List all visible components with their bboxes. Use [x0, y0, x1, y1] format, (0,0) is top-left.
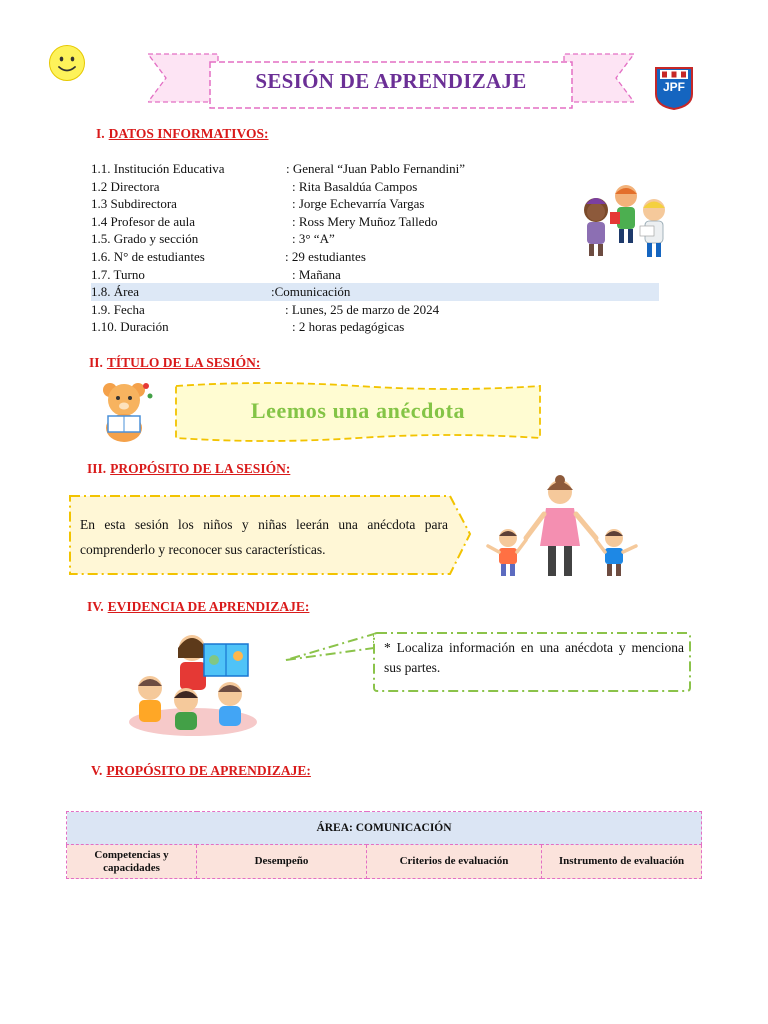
section-heading-proposito-aprendizaje: V. PROPÓSITO DE APRENDIZAJE: — [91, 763, 311, 778]
purpose-text: En esta sesión los niños y niñas leerán una anécdota para comprenderlo y reconocer sus características. — [80, 517, 448, 557]
info-row-estudiantes: 1.6. N° de estudiantes : 29 estudiantes — [91, 248, 366, 264]
smiley-icon — [48, 44, 86, 82]
learning-purpose-table — [66, 811, 701, 879]
info-row-institucion: 1.1. Institución Educativa : General “Juan Pablo Fernandini” — [91, 161, 466, 176]
students-illustration — [574, 180, 678, 264]
section-heading-proposito-sesion: III. PROPÓSITO DE LA SESIÓN: — [87, 461, 291, 476]
school-logo — [654, 62, 694, 110]
info-row-directora: 1.2 Directora : Rita Basaldúa Campos — [91, 178, 418, 194]
storytime-illustration — [126, 630, 260, 740]
info-row-profesor: 1.4 Profesor de aula : Ross Mery Muñoz Talledo — [91, 213, 438, 229]
info-row-subdirectora: 1.3 Subdirectora : Jorge Echevarría Vargas — [91, 196, 425, 212]
column-header-competencias: Competencias y capacidades — [67, 845, 197, 879]
evidence-box — [284, 630, 694, 694]
info-row-turno: 1.7. Turno : Mañana — [91, 266, 341, 282]
title-banner — [148, 52, 634, 110]
teacher-children-illustration — [486, 474, 642, 584]
info-row-fecha: 1.9. Fecha : Lunes, 25 de marzo de 2024 — [91, 301, 440, 317]
column-header-criterios: Criterios de evaluación — [367, 845, 542, 879]
evidence-text: * Localiza información en una anécdota y menciona sus partes. — [384, 640, 684, 675]
bear-reading-illustration — [96, 376, 156, 444]
info-row-duracion: 1.10. Duración : 2 horas pedagógicas — [91, 319, 405, 335]
logo-text: JPF — [662, 80, 685, 94]
section-heading-datos: I. DATOS INFORMATIVOS: — [96, 126, 269, 141]
column-header-instrumento: Instrumento de evaluación — [542, 845, 702, 879]
session-title: Leemos una anécdota — [250, 398, 466, 423]
page-title: SESIÓN DE APRENDIZAJE — [255, 68, 527, 93]
purpose-box — [68, 494, 472, 576]
column-header-desempeno: Desempeño — [197, 845, 367, 879]
table-area-header: ÁREA: COMUNICACIÓN — [67, 812, 702, 845]
section-heading-evidencia: IV. EVIDENCIA DE APRENDIZAJE: — [87, 599, 310, 614]
section-heading-titulo: II. TÍTULO DE LA SESIÓN: — [89, 355, 261, 370]
session-title-box — [174, 382, 542, 442]
info-row-grado: 1.5. Grado y sección : 3° “A” — [91, 231, 335, 247]
info-row-area: 1.8. Área :Comunicación — [91, 283, 659, 301]
